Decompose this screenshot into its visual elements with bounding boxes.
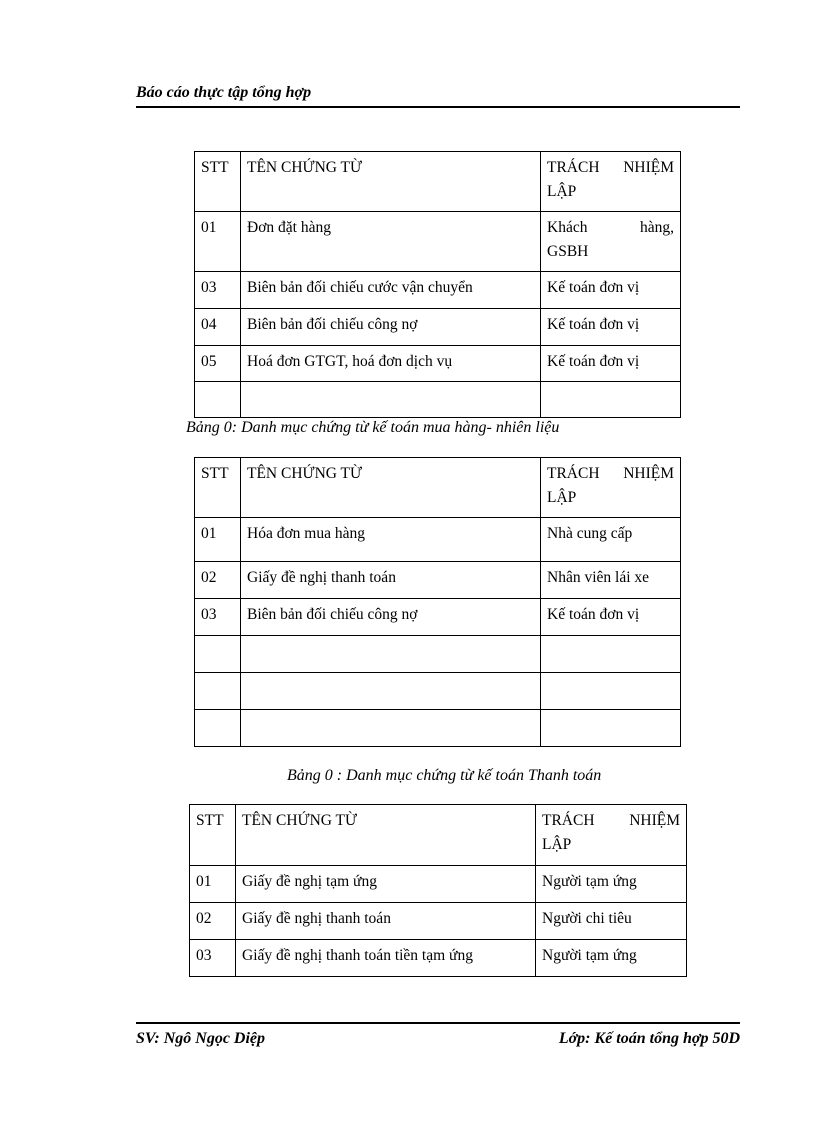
cell-responsibility: Nhân viên lái xe [541,562,681,599]
cell-document-name: Giấy đề nghị thanh toán [241,562,541,599]
table-header-row [190,805,687,866]
cell-document-name: Hóa đơn mua hàng [241,518,541,562]
cell-document-name: Biên bản đối chiếu công nợ [241,309,541,346]
header-document-name: TÊN CHỨNG TỪ [241,458,541,518]
documents-table-1 [194,151,681,418]
table-row [195,346,681,382]
table-row [190,940,687,977]
report-title: Báo cáo thực tập tổng hợp [136,84,312,101]
cell-responsibility: Người chi tiêu [536,903,687,940]
cell-stt: 03 [195,599,241,636]
cell-stt: 02 [195,562,241,599]
table-row [195,309,681,346]
table-caption-1: Bảng 0: Danh mục chứng từ kế toán mua hàng- nhiên liệu [186,419,560,436]
header-responsibility-line1: TRÁCH NHIỆM [542,812,680,829]
cell-responsibility: Kế toán đơn vị [541,309,681,346]
cell-document-name: Biên bản đối chiếu công nợ [241,599,541,636]
cell-stt: 01 [195,212,241,272]
header-responsibility [536,805,687,866]
cell-document-name [241,673,541,710]
table-row [195,636,681,673]
cell-responsibility [541,636,681,673]
cell-stt [195,636,241,673]
cell-responsibility: Nhà cung cấp [541,518,681,562]
cell-stt: 01 [195,518,241,562]
cell-stt: 04 [195,309,241,346]
documents-table-2 [194,457,681,747]
header-responsibility [541,152,681,212]
cell-stt [195,673,241,710]
header-responsibility-line2: LẬP [547,489,577,506]
header-responsibility-line2: LẬP [542,836,572,853]
cell-document-name: Biên bản đối chiếu cước vận chuyển [241,272,541,309]
cell-stt [195,382,241,418]
cell-responsibility: Kế toán đơn vị [541,272,681,309]
cell-stt: 03 [190,940,236,977]
cell-responsibility [541,212,681,272]
cell-document-name: Giấy đề nghị tạm ứng [236,866,536,903]
cell-document-name: Đơn đặt hàng [241,212,541,272]
cell-responsibility [541,710,681,747]
cell-responsibility: Kế toán đơn vị [541,346,681,382]
page-header [136,82,740,108]
documents-table-3 [189,804,687,977]
cell-stt: 03 [195,272,241,309]
table-header-row [195,458,681,518]
table-row [195,599,681,636]
header-stt: STT [195,152,241,212]
header-stt: STT [195,458,241,518]
table-row [190,866,687,903]
header-responsibility-line1: TRÁCH NHIỆM [547,159,674,176]
cell-document-name [241,636,541,673]
table-header-row [195,152,681,212]
class-name: Lớp: Kế toán tổng hợp 50D [558,1030,740,1047]
table-row [190,903,687,940]
table-row [195,212,681,272]
header-responsibility-line2: LẬP [547,183,577,200]
cell-responsibility-line1: Khách hàng, [547,219,674,236]
header-document-name: TÊN CHỨNG TỪ [236,805,536,866]
cell-responsibility: Người tạm ứng [536,866,687,903]
cell-responsibility: Kế toán đơn vị [541,599,681,636]
cell-stt: 02 [190,903,236,940]
page-footer [136,1022,740,1050]
header-responsibility-line1: TRÁCH NHIỆM [547,465,674,482]
cell-responsibility [541,382,681,418]
cell-stt: 05 [195,346,241,382]
cell-stt: 01 [190,866,236,903]
cell-responsibility-line2: GSBH [547,243,589,260]
cell-document-name [241,382,541,418]
cell-responsibility [541,673,681,710]
table-row [195,673,681,710]
table-row [195,518,681,562]
header-responsibility [541,458,681,518]
header-stt: STT [190,805,236,866]
header-document-name: TÊN CHỨNG TỪ [241,152,541,212]
cell-document-name: Giấy đề nghị thanh toán tiền tạm ứng [236,940,536,977]
cell-responsibility: Người tạm ứng [536,940,687,977]
student-name: SV: Ngô Ngọc Diệp [136,1030,266,1047]
table-row [195,562,681,599]
table-row [195,272,681,309]
table-row [195,382,681,418]
cell-document-name: Hoá đơn GTGT, hoá đơn dịch vụ [241,346,541,382]
table-caption-2: Bảng 0 : Danh mục chứng từ kế toán Thanh toán [287,767,602,784]
cell-document-name [241,710,541,747]
cell-document-name: Giấy đề nghị thanh toán [236,903,536,940]
table-row [195,710,681,747]
cell-stt [195,710,241,747]
